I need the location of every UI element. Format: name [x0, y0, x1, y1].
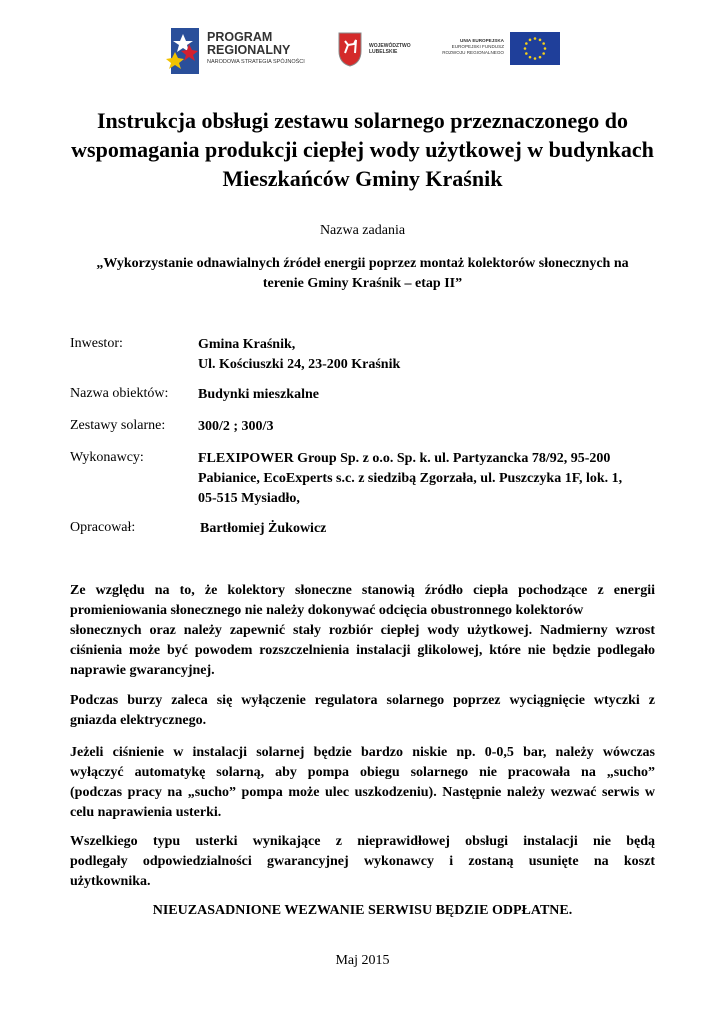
eu-star-icon — [529, 56, 532, 59]
author-label: Opracował: — [70, 520, 136, 535]
eu-star-icon — [539, 56, 542, 59]
eu-star-icon — [542, 52, 545, 55]
sets-label: Zestawy solarne: — [70, 418, 166, 433]
paragraph-line: naprawie gwarancyjnej. — [70, 663, 215, 678]
eu-star-icon — [525, 52, 528, 55]
eu-star-icon — [542, 42, 545, 45]
logo-text: UNIA EUROPEJSKA — [460, 38, 504, 43]
document-date: Maj 2015 — [335, 953, 390, 968]
eu-logo — [432, 38, 504, 56]
paragraph-line: promieniowania słonecznego nie należy dokonywać odcięcia obustronnego kolektorów — [70, 603, 584, 618]
eu-star-icon — [544, 47, 547, 50]
sets-value: 300/2 ; 300/3 — [198, 419, 274, 434]
star-flag-icon — [165, 24, 201, 74]
eu-star-icon — [525, 42, 528, 45]
logo-text: EUROPEJSKI FUNDUSZ — [451, 44, 504, 49]
paragraph-line: Ze względu na to, że kolektory słoneczne stanowią źródło ciepła pochodzące z energii — [70, 583, 655, 598]
paragraph-pressure — [70, 743, 655, 823]
contractors-label: Wykonawcy: — [70, 450, 144, 465]
objects-label: Nazwa obiektów: — [70, 386, 169, 401]
task-name — [40, 254, 685, 294]
paragraph-line: celu naprawienia usterki. — [70, 805, 222, 820]
paragraph-storm — [70, 691, 655, 731]
eu-star-icon — [524, 47, 527, 50]
eu-star-icon — [539, 39, 542, 42]
wojewodztwo-lubelskie-logo — [337, 31, 417, 67]
paragraph-line: słonecznych oraz należy zapewnić stały rozbiór ciepłej wody użytkowej. Nadmierny wzrost — [70, 623, 655, 638]
eu-star-icon — [529, 39, 532, 42]
contractors-value — [198, 449, 622, 509]
title-line: Instrukcja obsługi zestawu solarnego przeznaczonego do — [96, 108, 629, 133]
eu-star-icon — [534, 37, 537, 40]
task-name-line: terenie Gminy Kraśnik – etap II” — [262, 276, 463, 291]
task-label: Nazwa zadania — [319, 223, 406, 238]
program-regionalny-logo — [165, 24, 315, 74]
logo-text: LUBELSKIE — [369, 49, 398, 55]
author-value: Bartłomiej Żukowicz — [200, 521, 327, 536]
title-line: Mieszkańców Gminy Kraśnik — [222, 166, 503, 191]
objects-value: Budynki mieszkalne — [198, 387, 319, 402]
document-title — [40, 106, 685, 193]
logo-text: NARODOWA STRATEGIA SPÓJNOŚCI — [207, 59, 305, 65]
logo-text: WOJEWÓDZTWO — [369, 43, 411, 49]
logo-text: REGIONALNY — [207, 43, 291, 57]
paragraph-line: Jeżeli ciśnienie w instalacji solarnej będzie bardzo niskie np. 0-0,5 bar, należy wówczas — [70, 745, 655, 760]
paragraph-line: (podczas pracy na „sucho” pompa może ulec uszkodzeniu). Następnie należy wezwać serwis w — [70, 785, 655, 800]
value-line: 05-515 Mysiadło, — [198, 491, 300, 506]
paragraph-warranty — [70, 832, 655, 892]
paragraph-line: użytkownika. — [70, 874, 151, 889]
paragraph-line: podlegały odpowiedzialności gwarancyjnej wykonawcy i zostaną usunięte na koszt — [70, 854, 655, 869]
value-line: FLEXIPOWER Group Sp. z o.o. Sp. k. ul. Partyzancka 78/92, 95-200 — [198, 451, 611, 466]
eu-star-icon — [534, 57, 537, 60]
paragraph-collectors — [70, 581, 655, 681]
paragraph-line: wyłączyć automatykę solarną, aby pompa obiegu solarnego nie pracowała na „sucho” — [70, 765, 655, 780]
task-name-line: „Wykorzystanie odnawialnych źródeł energii poprzez montaż kolektorów słonecznych na — [96, 256, 629, 271]
investor-label: Inwestor: — [70, 336, 123, 351]
title-line: wspomagania produkcji ciepłej wody użytkowej w budynkach — [71, 137, 654, 162]
logo-text: ROZWOJU REGIONALNEGO — [442, 50, 504, 55]
service-notice: NIEUZASADNIONE WEZWANIE SERWISU BĘDZIE ODPŁATNE. — [152, 903, 573, 918]
logo-text: PROGRAM — [207, 30, 273, 44]
eu-flag-icon — [510, 32, 560, 65]
paragraph-line: Podczas burzy zaleca się wyłączenie regulatora solarnego poprzez wyciągnięcie wtyczki z — [70, 693, 655, 708]
paragraph-line: gniazda elektrycznego. — [70, 713, 207, 728]
value-line: Pabianice, EcoExperts s.c. z siedzibą Zgorzała, ul. Puszczyka 1F, lok. 1, — [198, 471, 623, 486]
paragraph-line: ciśnienia może być powodem rozszczelnienia instalacji glikolowej, które nie będzie podlegało — [70, 643, 655, 658]
value-line: Gmina Kraśnik, — [198, 337, 296, 352]
investor-value — [198, 335, 400, 375]
paragraph-line: Wszelkiego typu usterki wynikające z nieprawidłowej obsługi instalacji nie będą — [70, 834, 655, 849]
value-line: Ul. Kościuszki 24, 23-200 Kraśnik — [198, 357, 401, 372]
coat-of-arms-icon — [337, 31, 363, 67]
